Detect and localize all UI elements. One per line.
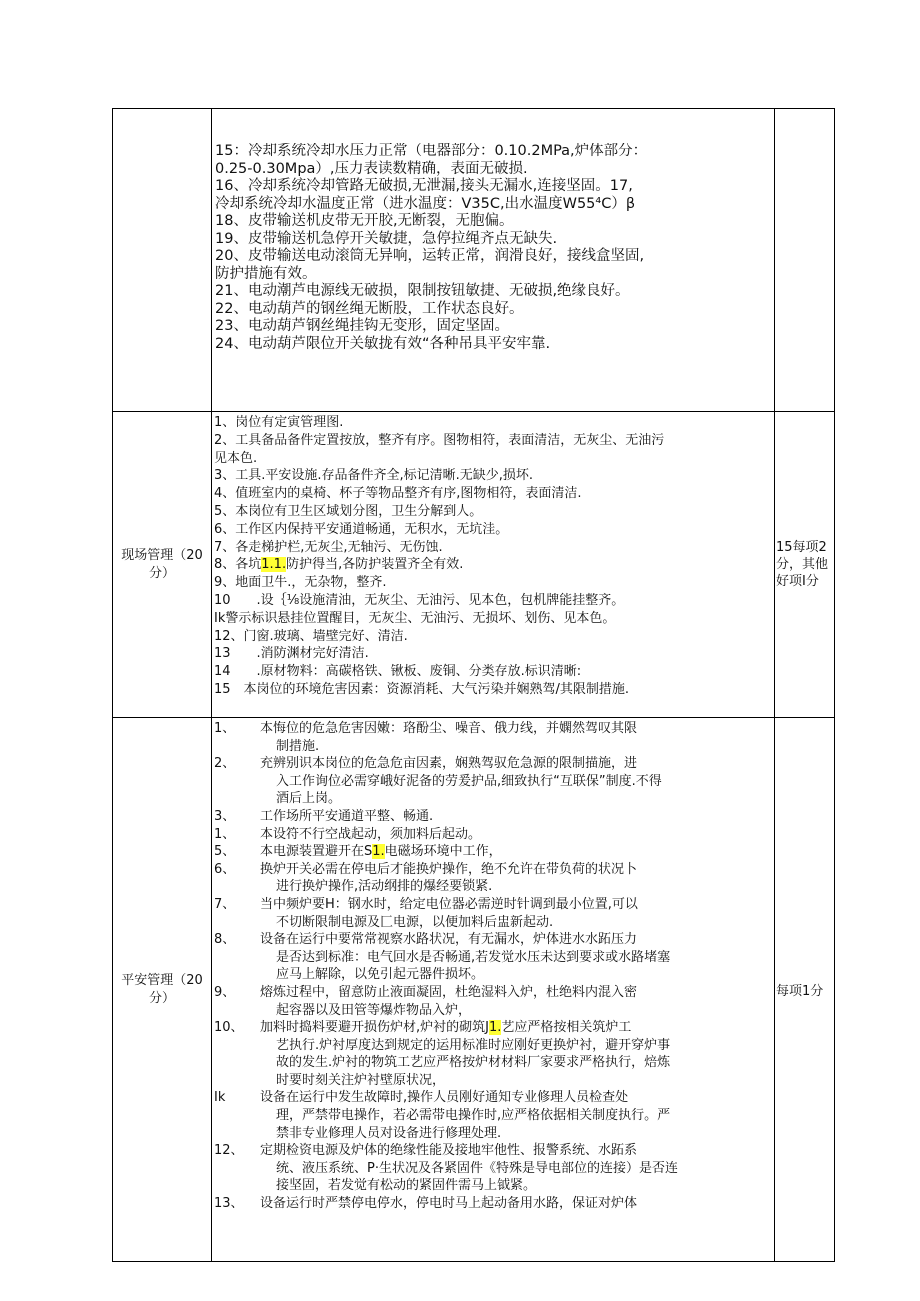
safety-item-continuation: 艺执行.炉衬厚度达到规定的运用标准时应刚好更换炉衬，避开穿炉事 [276, 1037, 671, 1053]
safety-item [214, 896, 774, 914]
safety-item-number: 5、 [214, 844, 236, 860]
safety-item-number: 2、 [214, 756, 236, 772]
site-management-score: 15每项2分，其他好项Ⅰ分 [775, 412, 835, 718]
safety-item-continuation: 起容器以及田管等爆炸物品入炉， [276, 1002, 472, 1018]
safety-item-continuation: 禁非专业修理人员对设备进行修理处理. [276, 1125, 502, 1141]
safety-item-number: 13、 [214, 1196, 244, 1212]
safety-item-continuation: 入工作询位必需穿峨好泥备的劳爰护品,细致执行“互联保”制度.不得 [276, 773, 662, 789]
safety-item-text [260, 1142, 774, 1160]
safety-item-continuation: 不切断限制电源及匚电源，以便加料后盅新起动. [276, 914, 554, 930]
safety-item-number: Ik [214, 1090, 226, 1106]
safety-item-continuation: 故的发生.炉衬的物筑工艺应严格按炉材材料厂家要求严格执行，焙炼 [276, 1055, 671, 1071]
safety-item-number: 12、 [214, 1143, 244, 1159]
site-management-line: 15 本岗位的环境危害因素：资源消耗、大气污染并娴熟驾/其限制措施. [214, 681, 630, 697]
safety-management-category: 平安管理（20分） [113, 718, 212, 1262]
safety-item-continuation: 酒后上岗。 [276, 791, 342, 807]
system-check-line: 冷却系统冷却水温度正常（进水温度：V35C,出水温度W55⁴C）β [215, 195, 636, 212]
system-check-line: 15：冷却系统冷却水压力正常（电器部分：0.10.2MPa,炉体部分： [215, 143, 648, 159]
system-check-line: 21、电动潮芦电源线无破损，限制按钮敏捷、无破损,绝缘良好。 [215, 283, 630, 299]
system-check-row [113, 109, 835, 412]
highlight-mark: 1. [488, 1020, 502, 1036]
safety-item [214, 720, 774, 738]
safety-item [214, 1089, 774, 1107]
safety-item-text-part: 设备运行时严禁停电停水，停电时马上起动备用水路，保证对炉体 [260, 1196, 638, 1212]
site-line-text: 8、各坑 [214, 557, 262, 573]
system-check-line: 0.25-0.30Mpa）,压力表读数精确，表面无破损. [215, 160, 528, 177]
safety-management-score: 每项1分 [775, 718, 835, 1262]
site-management-line: 3、工具.平安设施.存品备件齐全,标记清晰.无缺少,损坏. [214, 468, 534, 484]
safety-item-number: 8、 [214, 932, 236, 948]
safety-item-text [260, 720, 774, 738]
system-check-line: 防护措施有效。 [215, 265, 317, 282]
system-check-line: 18、皮带输送机皮带无开胶,无断裂，无胞偏。 [215, 213, 514, 229]
safety-item [214, 808, 774, 826]
safety-item-continuation: 时要时刻关注炉衬壁原状况， [276, 1072, 446, 1088]
site-management-lines [212, 412, 774, 717]
safety-item-number: 3、 [214, 808, 236, 824]
safety-item-text [260, 843, 774, 861]
safety-item [214, 1142, 774, 1160]
safety-item-continuation: 进行换炉操作,活动纲排的爆经要锁紧. [276, 879, 493, 895]
safety-item-text [260, 1089, 774, 1107]
system-check-category [113, 109, 212, 412]
safety-item-continuation: 制措施. [276, 738, 320, 754]
system-check-line: 19、皮带输送机急停开关敏捷，急停拉绳齐点无缺失. [215, 230, 558, 247]
system-check-line: 22、电动葫芦的钢丝绳无断股，工作状态良好。 [215, 300, 524, 317]
safety-item-continuation: 统、液压系统、P·生状况及各紧固件《特殊是导电部位的连接）是否连 [276, 1160, 678, 1176]
safety-item-text-part: 设备在运行中发生故障时,操作人员刚好通知专业修理人员检查处 [260, 1090, 629, 1106]
site-management-line: 12、门窗.玻璃、墙壁完好、清洁. [214, 628, 408, 644]
highlight-mark: 1.1. [261, 557, 287, 573]
safety-item-text-part: 充辨别识本岗位的危急危亩因素，娴熟驾驭危急源的限制描施，进 [260, 756, 638, 772]
system-check-line: 24、电动葫芦限位开关敏拢有效“各种吊具平安牢靠. [215, 335, 551, 352]
safety-item-text [260, 1195, 774, 1213]
safety-item-text [260, 826, 774, 844]
safety-item-text-part: 加料时捣料要避开损伤炉材,炉衬的砌筑J [260, 1020, 489, 1036]
safety-item-continuation: 接坚固，若发觉有松动的紧固件需马上钺紧。 [276, 1178, 537, 1194]
safety-item [214, 861, 774, 879]
safety-item [214, 984, 774, 1002]
site-management-line: 4、值班室内的桌椅、杯子等物品整齐有序,图物相符，表面清洁. [214, 486, 582, 502]
site-management-line: 13 .消防渊材完好清洁. [214, 646, 369, 662]
safety-item-continuation: 理，严禁带电操作，若必需带电操作时,应严格依据相关制度执行。严 [276, 1108, 671, 1124]
site-management-category: 现场管理（20分） [113, 412, 212, 718]
site-management-row [113, 412, 835, 718]
site-management-content [212, 412, 775, 718]
highlight-mark: 1. [372, 844, 385, 860]
site-management-line: 2、工具备品备件定置按放，整齐有序。图物相符，表面清洁，无灰尘、无油污 [214, 432, 665, 448]
safety-item-number: 9、 [214, 984, 236, 1000]
safety-item-continuation: 是否达到标准：电气回水是否畅通,若发觉水压未达到要求或水路堵塞 [276, 949, 671, 965]
site-management-line: 1、岗位有定寅管理图. [214, 415, 344, 430]
safety-item [214, 1019, 774, 1037]
site-management-line: 6、工作区内保持平安通道畅通，无积水，无坑洼。 [214, 521, 509, 537]
safety-item-text-part: 本悔位的危急危害因嫩：珞酚尘、噪音、俄力线，并嫻然驾叹其限 [260, 721, 638, 736]
safety-item-text [260, 984, 774, 1002]
safety-management-row [113, 718, 835, 1262]
safety-item [214, 843, 774, 861]
safety-item-text-part: 当中频炉要H：钢水时，给定电位器必需逆时针调到最小位置,可以 [260, 896, 638, 912]
safety-item [214, 755, 774, 773]
system-check-line: 16、冷却系统冷却管路无破损,无泄漏,接头无漏水,连接坚固。17, [215, 178, 633, 194]
system-check-line: 23、电动葫芦钢丝绳挂钩无变形，固定坚固。 [215, 318, 509, 334]
system-check-line: 20、皮带输送电动滚筒无异响，运转正常，润滑良好，接线盒坚固, [215, 248, 645, 264]
safety-item-text [260, 931, 774, 949]
safety-item [214, 826, 774, 844]
site-line-text: 防护得当,各防护装置齐全有效. [286, 557, 464, 573]
site-management-line [214, 556, 774, 574]
safety-item-number: 1、 [214, 826, 236, 842]
safety-item-text-part: 本电源装置避开在S [260, 844, 373, 860]
safety-item-text-part: 艺应严格按相关筑炉工 [501, 1020, 632, 1036]
safety-item-number: 10、 [214, 1020, 244, 1036]
safety-item-text-part: 本设符不行空战起动，须加料后起动。 [260, 826, 482, 842]
site-management-line: 7、各走梯护栏,无灰尘,无轴污、无伤蚀. [214, 539, 443, 555]
safety-item-number: 6、 [214, 861, 236, 877]
site-management-line: 见本色. [214, 450, 258, 466]
safety-item-number: 7、 [214, 896, 236, 912]
site-management-line: Ik警示标识悬挂位置醒目，无灰尘、无油污、无损坏、划伤、见本色。 [214, 610, 616, 626]
safety-item-number: 1、 [214, 721, 236, 736]
system-check-score [775, 109, 835, 412]
safety-item-continuation: 应马上解除，以免引起元器件损坏。 [276, 967, 485, 983]
safety-item-text-part: 电磁场环境中工作， [384, 844, 502, 860]
safety-management-lines [212, 718, 774, 1261]
safety-item-text-part: 换炉开关必需在停电后才能换炉操作，绝不允许在带负荷的状况卜 [260, 861, 638, 877]
safety-item-text [260, 755, 774, 773]
site-management-line: 5、本岗位有卫生区域划分图，卫生分解到人。 [214, 503, 483, 519]
safety-item-text-part: 设备在运行中要常常视察水路状况，有无漏水，炉体进水水跖压力 [260, 932, 638, 948]
safety-item-text [260, 861, 774, 879]
safety-item-text-part: 定期检资电源及炉体的绝缘性能及接地牢他性、报警系统、水跖系 [260, 1143, 638, 1159]
system-check-lines [215, 143, 772, 377]
inspection-table [112, 108, 835, 1262]
safety-item-text-part: 工作场所平安通道平整、畅通. [260, 808, 434, 824]
safety-item-text [260, 1019, 774, 1037]
safety-item [214, 1195, 774, 1213]
safety-item [214, 931, 774, 949]
safety-item-text [260, 808, 774, 826]
safety-item-text-part: 熔炼过程中，留意防止液面凝固，杜绝湿料入炉，杜绝料内混入密 [260, 984, 638, 1000]
safety-management-content [212, 718, 775, 1262]
site-management-line: 10 .设｛⅛设施清油，无灰尘、无油污、见本色，包机牌能挂整齐。 [214, 592, 625, 608]
system-check-content [212, 109, 775, 412]
site-management-line: 14 .原材物料：高碳格铁、锹板、废铜、分类存放.标识清晰: [214, 664, 582, 680]
site-management-line: 9、地面卫牛.，无杂物，整齐. [214, 575, 387, 591]
safety-item-text [260, 896, 774, 914]
